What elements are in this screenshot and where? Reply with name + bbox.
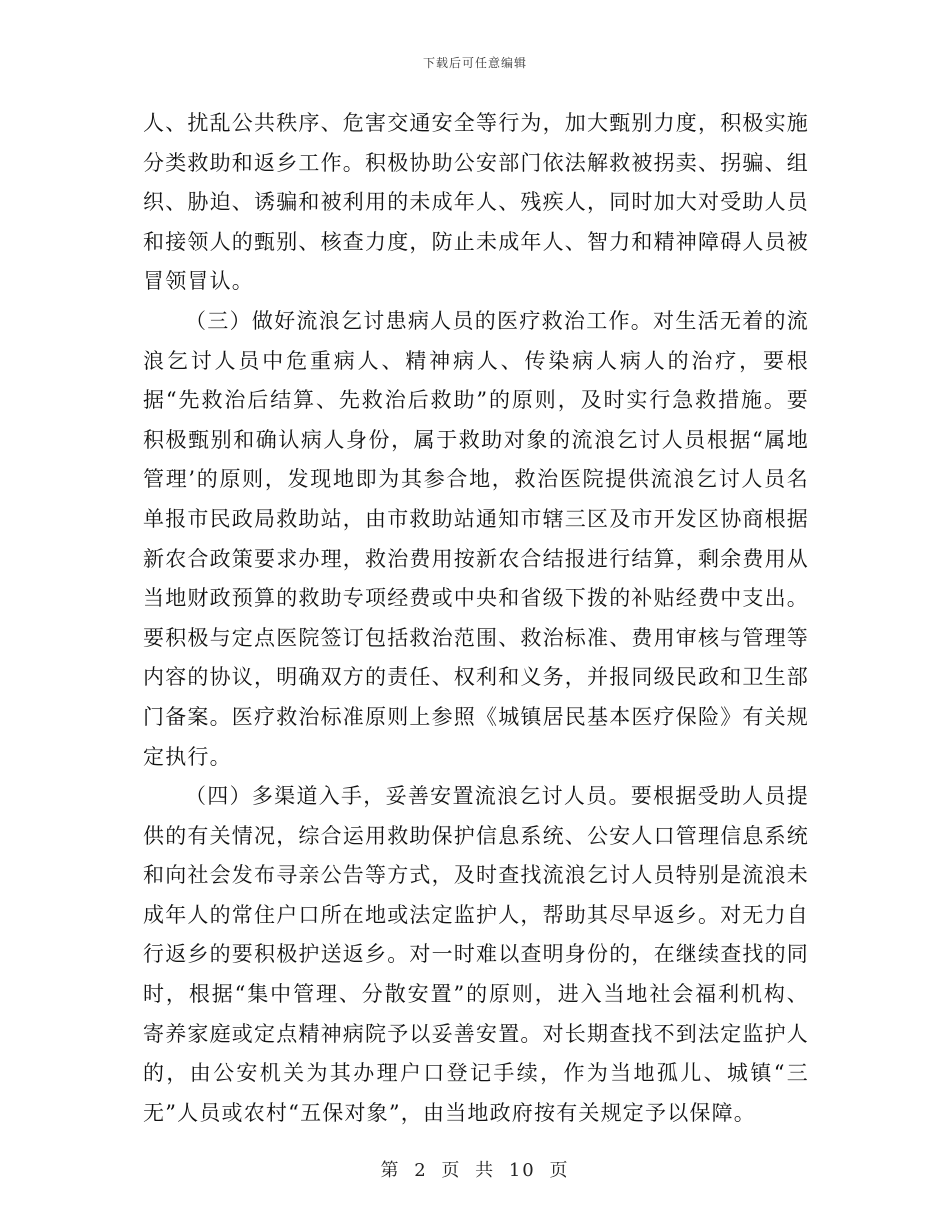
paragraph-continuation: 人、扰乱公共秩序、危害交通安全等行为，加大甄别力度，积极实施分类救助和返乡工作。积极协助公安部门依法解救被拐卖、拐骗、组织、胁迫、诱骗和被利用的未成年人、残疾人，同时加大对受助人员和接领人的甄别、核查力度，防止未成年人、智力和精神障碍人员被冒领冒认。 [143,111,809,294]
paragraph-section-4: （四）多渠道入手，妥善安置流浪乞讨人员。要根据受助人员提供的有关情况，综合运用救助保护信息系统、公安人口管理信息系统和向社会发布寻亲公告等方式，及时查找流浪乞讨人员特别是流浪未成年人的常住户口所在地或法定监护人，帮助其尽早返乡。对无力自行返乡的要积极护送返乡。对一时难以查明身份的，在继续查找的同时，根据“集中管理、分散安置”的原则，进入当地社会福利机构、寄养家庭或定点精神病院予以妥善安置。对长期查找不到法定监护人的，由公安机关为其办理户口登记手续，作为当地孤儿、城镇“三无”人员或农村“五保对象”，由当地政府按有关规定予以保障。 [143,784,809,1125]
paragraph-section-3: （三）做好流浪乞讨患病人员的医疗救治工作。对生活无着的流浪乞讨人员中危重病人、精神病人、传染病人病人的治疗，要根据“先救治后结算、先救治后救助”的原则，及时实行急救措施。要积极甄别和确认病人身份，属于救助对象的流浪乞讨人员根据“属地管理’的原则，发现地即为其参合地，救治医院提供流浪乞讨人员名单报市民政局救助站，由市救助站通知市辖三区及市开发区协商根据新农合政策要求办理，救治费用按新农合结报进行结算，剩余费用从当地财政预算的救助专项经费或中央和省级下拨的补贴经费中支出。要积极与定点医院签订包括救治范围、救治标准、费用审核与管理等内容的协议，明确双方的责任、权利和义务，并报同级民政和卫生部门备案。医疗救治标准原则上参照《城镇居民基本医疗保险》有关规定执行。 [143,308,809,769]
page-number: 第 2 页 共 10 页 [380,1160,570,1181]
document-body [143,104,809,1133]
page-header: 下载后可任意编辑 [422,56,527,70]
